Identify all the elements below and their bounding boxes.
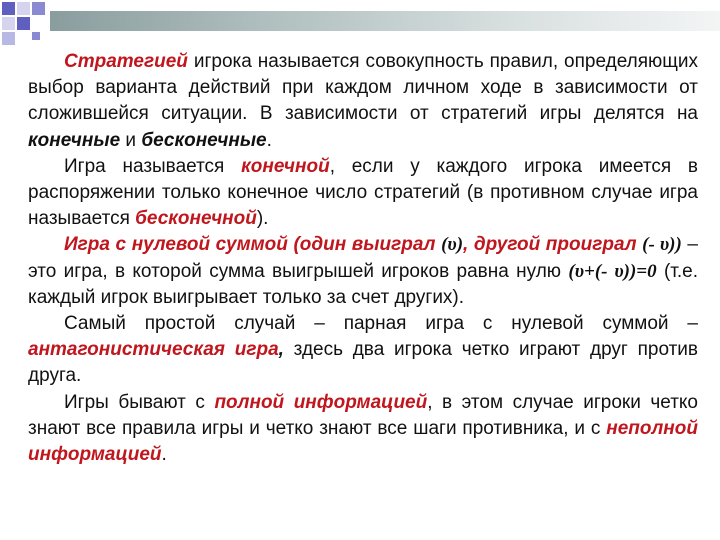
text: , в этом случае игроки четко знают все правила игры и четко знают все шаги противника, и с [28,391,699,439]
term-infinite-game: бесконечной [135,208,257,230]
term-zero-sum-b: , другой проиграл [463,234,643,256]
text: , [278,339,284,361]
term-incomplete-information: неполной информацией [28,417,698,466]
term-antagonistic-game: антагонистическая игра [28,339,279,361]
text: здесь два игрока четко играют друг против друга. [28,339,698,387]
text: , если у каждого игрока имеется в распоряжении только конечное число стратегий (в противном случае игра называется [28,155,699,230]
deco-square [2,17,15,30]
paragraph-information [28,390,698,469]
text: Игра называется [64,155,242,177]
deco-square [32,2,45,15]
term-zero-sum-a: Игра с нулевой суммой (один выиграл [64,234,442,256]
slide-body [28,49,698,468]
formula-win: (υ) [441,234,464,256]
text: . [161,444,167,466]
term-strategy: Стратегией [64,51,188,72]
text: Игры бывают с [64,391,215,413]
formula-loss: (- υ)) [642,234,682,256]
term-infinite-strategies: бесконечные [141,129,267,151]
paragraph-antagonistic [28,311,698,390]
text: . [266,129,272,151]
deco-square [17,17,30,30]
text: и [120,129,142,151]
decorative-header [0,0,720,40]
paragraph-strategy [28,49,698,154]
text: Самый простой случай – парная игра с нулевой суммой – [64,313,698,335]
term-finite-strategies: конечные [28,129,121,151]
term-complete-information: полной информацией [214,391,428,413]
text: ). [256,208,269,230]
deco-square [17,2,30,15]
text: игрока называется совокупность правил, определяющих выбор варианта действий при каждом личном ходе в зависимости от сложившейся ситуации. В зависимости от стратегий игры делятся на [28,51,698,125]
deco-square [2,2,15,15]
text: (т.е. каждый игрок выигрывает только за счет других). [28,260,698,308]
formula-zero-sum: (υ+(- υ))=0 [568,260,657,282]
paragraph-finite-game [28,154,698,233]
deco-gradient-bar [50,11,720,31]
paragraph-zero-sum [28,232,698,311]
deco-square [32,32,40,40]
term-finite-game: конечной [241,155,330,177]
deco-square [2,32,15,45]
text: – это игра, в которой сумма выигрышей игроков равна нулю [28,234,698,282]
